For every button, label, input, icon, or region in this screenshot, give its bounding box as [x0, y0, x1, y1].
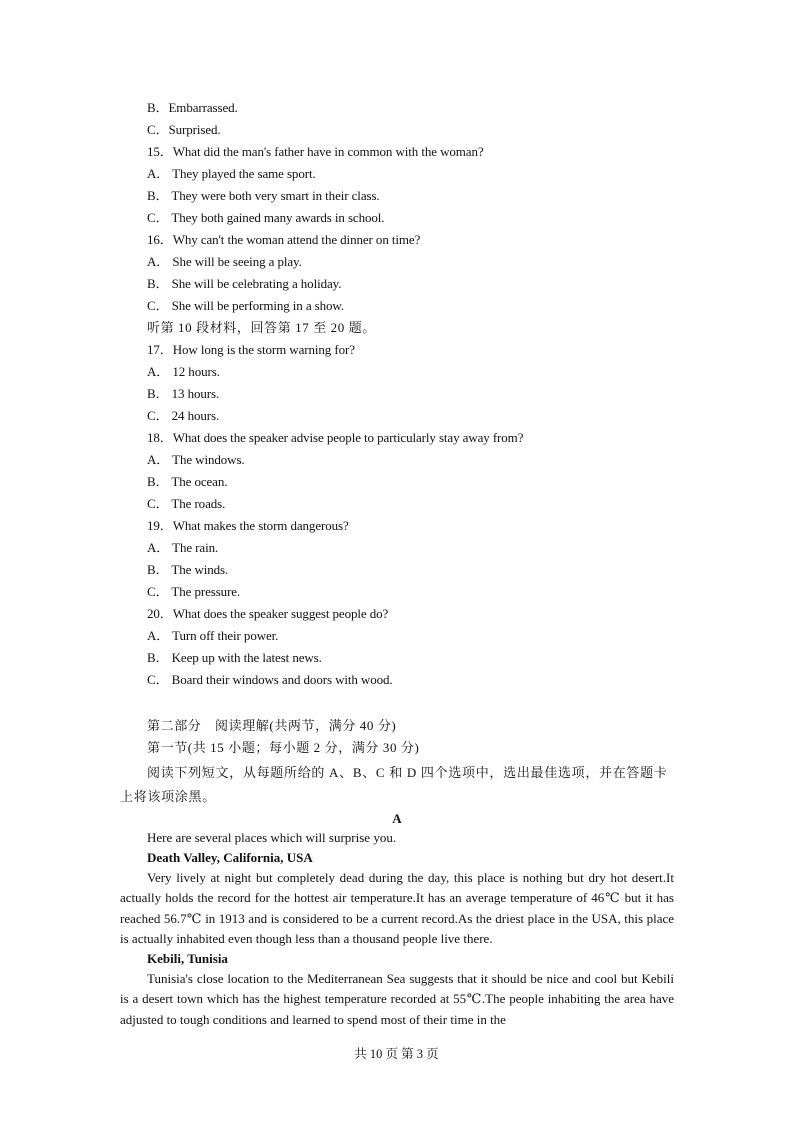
listening-questions: [147, 97, 707, 691]
question-line: 16．Why can't the woman attend the dinner on time?: [147, 232, 421, 247]
passage-intro: Here are several places which will surprise you.: [147, 830, 397, 845]
option-line: C． Board their windows and doors with wood.: [147, 672, 393, 687]
question-line: 20．What does the speaker suggest people do?: [147, 606, 389, 621]
question-line: 15．What did the man's father have in common with the woman?: [147, 144, 484, 159]
question-line: 17．How long is the storm warning for?: [147, 342, 355, 357]
option-line: B． The ocean.: [147, 474, 228, 489]
passage-label: A: [392, 811, 402, 826]
option-line: B． She will be celebrating a holiday.: [147, 276, 342, 291]
page-footer: 共 10 页 第 3 页: [354, 1047, 439, 1061]
option-line: A． She will be seeing a play.: [147, 254, 302, 269]
question-line: 18．What does the speaker advise people to particularly stay away from?: [147, 430, 524, 445]
option-line: B． 13 hours.: [147, 386, 220, 401]
place-title: Death Valley, California, USA: [147, 850, 313, 865]
option-line: B． Keep up with the latest news.: [147, 650, 322, 665]
option-line: C． 24 hours.: [147, 408, 220, 423]
place-description: Tunisia's close location to the Mediterranean Sea suggests that it should be nice and cool but Kebili is a desert town which has the highest temperature recorded at 55℃.The people inhabiting the area have adjusted to tough conditions and learned to spend most of their time in the: [120, 971, 674, 1027]
option-line: B．Embarrassed.: [147, 100, 238, 115]
option-line: C． The roads.: [147, 496, 226, 511]
part-title: 第二部分 阅读理解(共两节，满分 40 分): [147, 718, 397, 733]
reading-section-header: [147, 715, 707, 759]
option-line: A． 12 hours.: [147, 364, 220, 379]
option-line: B． The winds.: [147, 562, 229, 577]
reading-instruction: [120, 761, 680, 809]
reading-passage: [120, 810, 674, 1030]
option-line: A． Turn off their power.: [147, 628, 279, 643]
place-description: Very lively at night but completely dead during the day, this place is nothing but dry hot desert.It actually holds the record for the hottest air temperature.It has an average temperature of 46℃ but it has reached 56.7℃ in 1913 and is considered to be a current record.As the driest place in the USA, this place is actually inhabited even though less than a thousand people live there.: [120, 870, 674, 946]
section-title: 第一节(共 15 小题；每小题 2 分，满分 30 分): [147, 740, 420, 755]
option-line: C． She will be performing in a show.: [147, 298, 345, 313]
instruction-text: 阅读下列短文，从每题所给的 A、B、C 和 D 四个选项中，选出最佳选项，并在答题卡上将该项涂黑。: [120, 765, 668, 804]
option-line: A． The rain.: [147, 540, 219, 555]
option-line: A． They played the same sport.: [147, 166, 316, 181]
option-line: C． The pressure.: [147, 584, 241, 599]
listening-instruction: 听第 10 段材料，回答第 17 至 20 题。: [147, 320, 376, 335]
option-line: C．Surprised.: [147, 122, 221, 137]
option-line: C． They both gained many awards in school.: [147, 210, 385, 225]
question-line: 19．What makes the storm dangerous?: [147, 518, 349, 533]
option-line: B． They were both very smart in their class.: [147, 188, 380, 203]
place-title: Kebili, Tunisia: [147, 951, 228, 967]
option-line: A． The windows.: [147, 452, 245, 467]
